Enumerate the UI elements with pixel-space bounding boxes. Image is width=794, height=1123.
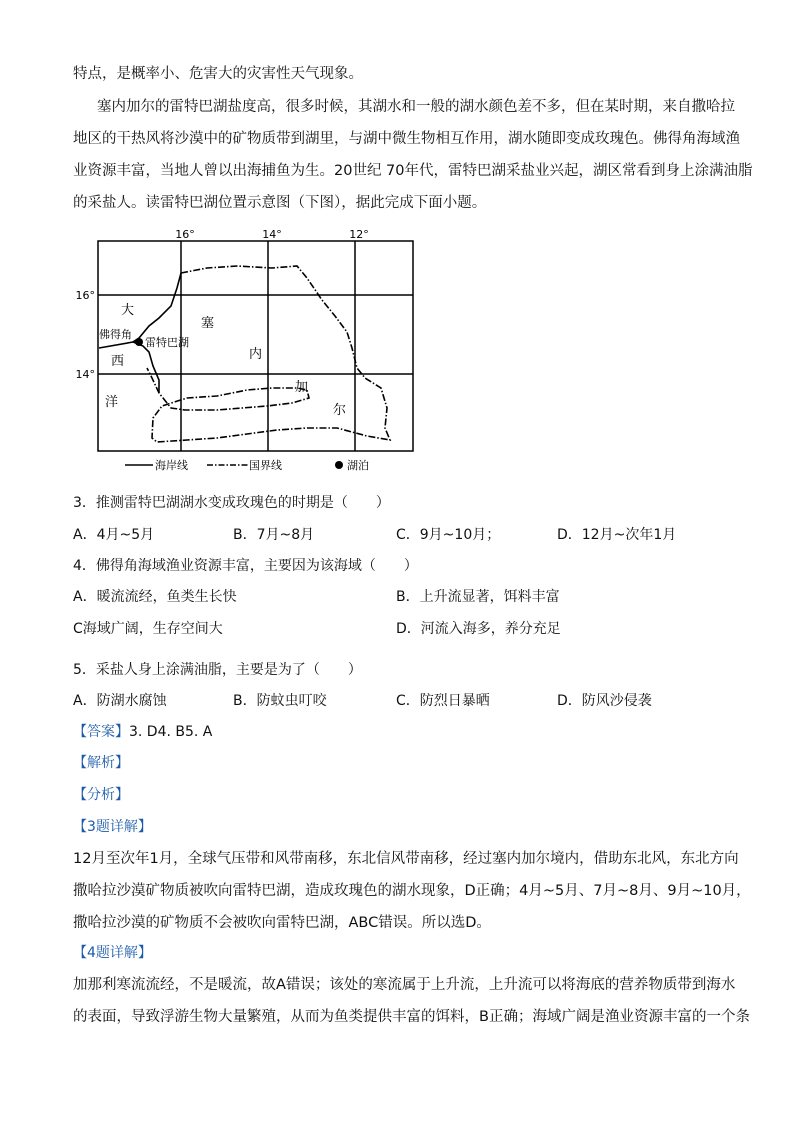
lon-label-16: 16° [175, 228, 195, 241]
q3-option-c: C．9月~10月； [396, 527, 501, 543]
detail-3-header: 【3题详解】 [73, 819, 152, 835]
sea-label-xi: 西 [111, 354, 125, 369]
lake-label: 雷特巴湖 [145, 336, 189, 349]
q3-option-d: D．12月~次年1月 [557, 527, 677, 543]
lon-label-12: 12° [349, 228, 369, 241]
detail-4-header: 【4题详解】 [73, 945, 152, 961]
q3-option-a: A．4月~5月 [73, 527, 155, 543]
lat-label-14: 14° [75, 368, 95, 381]
detail-3-line-2: 撒哈拉沙漠矿物质被吹向雷特巴湖，造成玫瑰色的湖水现象，D正确；4月~5月、7月~8月、9月~10月， [73, 883, 751, 899]
legend-lake-label: 湖泊 [347, 459, 369, 472]
q4-option-a: A．暖流流经，鱼类生长快 [73, 589, 237, 605]
lake-marker [135, 338, 143, 346]
q4-option-b: B．上升流显著，饵料丰富 [396, 589, 560, 605]
coastline [133, 273, 181, 393]
legend-coastline-label: 海岸线 [155, 459, 188, 472]
sea-label-da: 大 [121, 303, 135, 318]
detail-3-line-1: 12月至次年1月，全球气压带和风带南移，东北信风带南移，经过塞内加尔境内，借助东北风，东北方向 [73, 851, 739, 867]
sea-label-yang: 洋 [105, 395, 119, 410]
country-label-sai: 塞 [201, 316, 215, 331]
detail-4-line-1: 加那利寒流流经，不是暖流，故A错误；该处的寒流属于上升流，上升流可以将海底的营养物质带到海水 [73, 977, 736, 993]
lon-label-14: 14° [262, 228, 282, 241]
q5-option-d: D．防风沙侵袭 [557, 693, 652, 709]
lat-label-16: 16° [75, 289, 95, 302]
q5-option-c: C．防烈日暴晒 [396, 693, 490, 709]
question-4-stem: 4．佛得角海域渔业资源丰富，主要因为该海域（ ） [73, 558, 418, 574]
legend-border-label: 国界线 [249, 459, 282, 472]
intro-paragraph-line-4: 的采盐人。读雷特巴湖位置示意图（下图），据此完成下面小题。 [73, 195, 487, 211]
q4-option-c: C海域广阔，生存空间大 [73, 621, 223, 637]
answer-line [73, 722, 212, 742]
q5-option-a: A．防湖水腐蚀 [73, 693, 167, 709]
cape-label: 佛得角 [99, 328, 132, 341]
question-5-stem: 5．采盐人身上涂满油脂，主要是为了（ ） [73, 662, 362, 678]
intro-paragraph-line-1: 塞内加尔的雷特巴湖盐度高，很多时候，其湖水和一般的湖水颜色差不多，但在某时期，来自撒哈拉 [97, 99, 735, 115]
country-label-nei: 内 [249, 347, 263, 362]
legend-lake-dot [335, 461, 343, 469]
fenxi-header: 【分析】 [73, 787, 129, 803]
q5-option-b: B．防蚊虫叮咬 [233, 693, 327, 709]
lake-location-map [75, 228, 417, 478]
answer-label: 【答案】 [73, 724, 129, 740]
detail-3-line-3: 撒哈拉沙漠的矿物质不会被吹向雷特巴湖，ABC错误。所以选D。 [73, 915, 491, 931]
detail-4-line-2: 的表面，导致浮游生物大量繁殖，从而为鱼类提供丰富的饵料，B正确；海域广阔是渔业资源丰富的一个条 [73, 1009, 750, 1025]
intro-paragraph-line-2: 地区的干热风将沙漠中的矿物质带到湖里，与湖中微生物相互作用，湖水随即变成玫瑰色。佛得角海域渔 [73, 131, 740, 147]
intro-paragraph-line-3: 业资源丰富，当地人曾以出海捕鱼为生。20世纪 70年代，雷特巴湖采盐业兴起，湖区常看到身上涂满油脂 [73, 163, 753, 179]
q3-option-b: B．7月~8月 [233, 527, 315, 543]
q4-option-d: D．河流入海多，养分充足 [396, 621, 561, 637]
answer-value: 3. D4. B5. A [129, 724, 213, 740]
country-label-er: 尔 [333, 403, 347, 418]
coastline-cape [99, 342, 133, 348]
question-3-stem: 3．推测雷特巴湖湖水变成玫瑰色的时期是（ ） [73, 495, 390, 511]
jiexi-header: 【解析】 [73, 755, 129, 771]
intro-line-1: 特点，是概率小、危害大的灾害性天气现象。 [73, 66, 363, 82]
country-label-jia: 加 [295, 380, 309, 395]
